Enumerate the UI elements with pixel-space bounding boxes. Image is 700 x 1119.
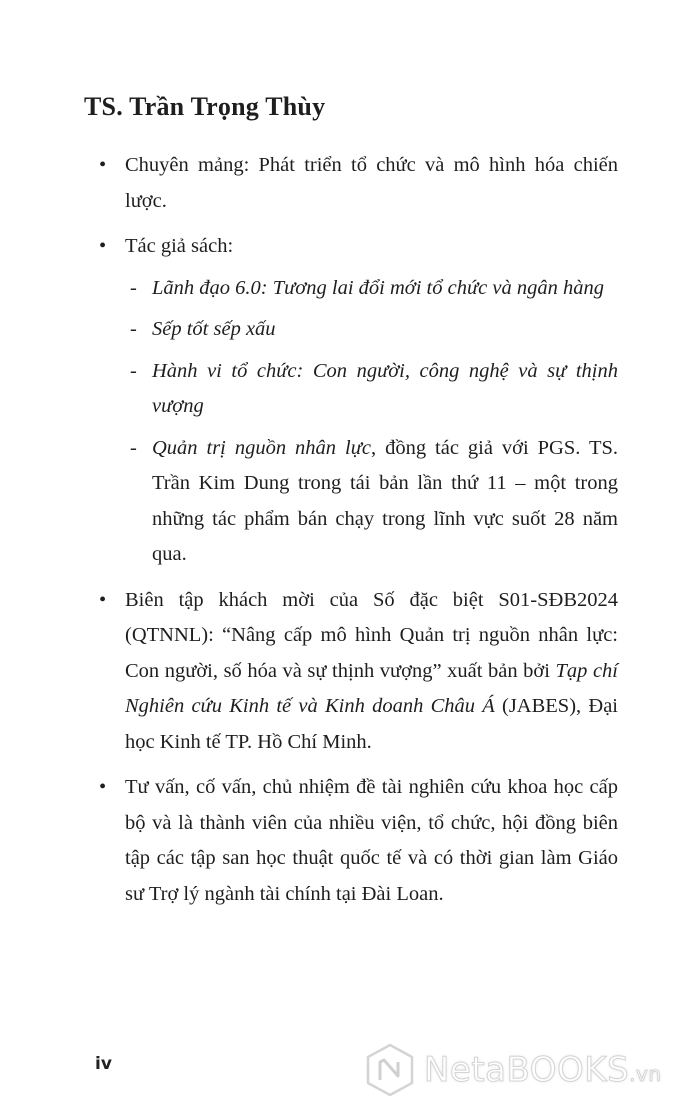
book-title: Quản trị nguồn nhân lực bbox=[152, 436, 371, 459]
bio-item-specialty bbox=[100, 148, 618, 219]
book-title: Hành vi tổ chức: Con người, công nghệ và sự thịnh vượng bbox=[152, 359, 618, 417]
bio-item-guest-editor bbox=[100, 583, 618, 761]
bio-item-books bbox=[100, 229, 618, 573]
author-heading: TS. Trần Trọng Thùy bbox=[84, 92, 326, 121]
watermark-brand bbox=[424, 1050, 662, 1090]
bio-item-text: Tác giả sách: bbox=[125, 235, 234, 257]
bio-list bbox=[100, 148, 618, 922]
journal-title: Tạp chí Nghiên cứu Kinh tế và Kinh doanh Châu Á bbox=[125, 659, 618, 717]
watermark-brand-text: NetaBOOKS bbox=[424, 1050, 630, 1090]
book-title: Sếp tốt sếp xấu bbox=[152, 318, 276, 340]
book-item bbox=[100, 312, 618, 348]
bullet-icon: • bbox=[99, 154, 107, 176]
book-note: , đồng tác giả với PGS. TS. Trần Kim Dung trong tái bản lần thứ 11 – một trong những tác phẩm bán chạy trong lĩnh vực suốt 28 năm qua. bbox=[152, 436, 618, 565]
book-title: Lãnh đạo 6.0: Tương lai đổi mới tổ chức và ngân hàng bbox=[152, 276, 604, 299]
bullet-icon: • bbox=[99, 776, 107, 798]
netabooks-logo-icon bbox=[364, 1042, 416, 1098]
bio-item-text: Chuyên mảng: Phát triển tổ chức và mô hình hóa chiến lược. bbox=[125, 154, 618, 212]
bio-item-text-end: (JABES), Đại học Kinh tế TP. Hồ Chí Minh. bbox=[125, 695, 618, 753]
dash-marker: - bbox=[130, 359, 137, 382]
watermark-suffix: .vn bbox=[629, 1062, 662, 1086]
bio-item-advisory bbox=[100, 770, 618, 912]
bullet-icon: • bbox=[99, 588, 107, 611]
dash-marker: - bbox=[130, 276, 137, 299]
dash-marker: - bbox=[130, 318, 137, 340]
book-item bbox=[100, 431, 618, 573]
page-number: iv bbox=[95, 1054, 112, 1074]
bullet-icon: • bbox=[99, 235, 107, 257]
book-item bbox=[100, 271, 618, 307]
watermark bbox=[364, 1040, 694, 1100]
book-item bbox=[100, 354, 618, 425]
bio-item-text: Biên tập khách mời của Số đặc biệt S01-SĐB2024 (QTNNL): “Nâng cấp mô hình Quản trị nguồn nhân lực: Con người, số hóa và sự thịnh vượng” xuất bản bởi bbox=[125, 588, 618, 682]
dash-marker: - bbox=[130, 436, 137, 459]
bio-item-text: Tư vấn, cố vấn, chủ nhiệm đề tài nghiên cứu khoa học cấp bộ và là thành viên của nhiều viện, tổ chức, hội đồng biên tập các tập san học thuật quốc tế và có thời gian làm Giáo sư Trợ lý ngành tài chính tại Đài Loan. bbox=[125, 776, 618, 905]
